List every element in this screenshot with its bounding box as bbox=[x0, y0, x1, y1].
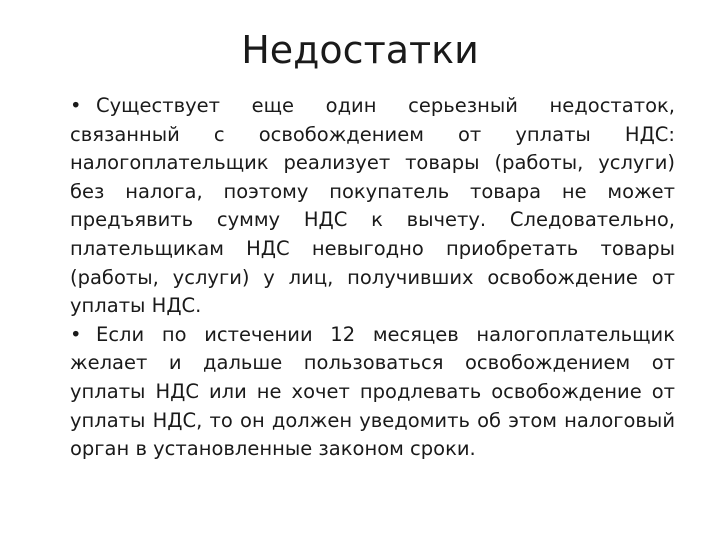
slide-body bbox=[70, 92, 675, 464]
slide-title: Недостатки bbox=[241, 28, 479, 72]
bullet-text: Если по истечении 12 месяцев налогоплательщик желает и дальше пользоваться освобождением от уплаты НДС или не хочет продлевать освобождение от уплаты НДС, то он должен уведомить об этом налоговый орган в установленные законом сроки. bbox=[70, 322, 675, 461]
bullet-text: Существует еще один серьезный недостаток, связанный с освобождением от уплаты НДС: налогоплательщик реализует товары (работы, услуги) без налога, поэтому покупатель товара не может предъявить сумму НДС к вычету. Следовательно, плательщикам НДС невыгодно приобретать товары (работы, услуги) у лиц, получивших освобождение от уплаты НДС. bbox=[70, 94, 675, 318]
bullet-item-1 bbox=[70, 92, 675, 321]
bullet-item-2 bbox=[70, 321, 675, 464]
bullet-marker: • bbox=[70, 94, 82, 117]
bullet-marker: • bbox=[70, 322, 82, 346]
